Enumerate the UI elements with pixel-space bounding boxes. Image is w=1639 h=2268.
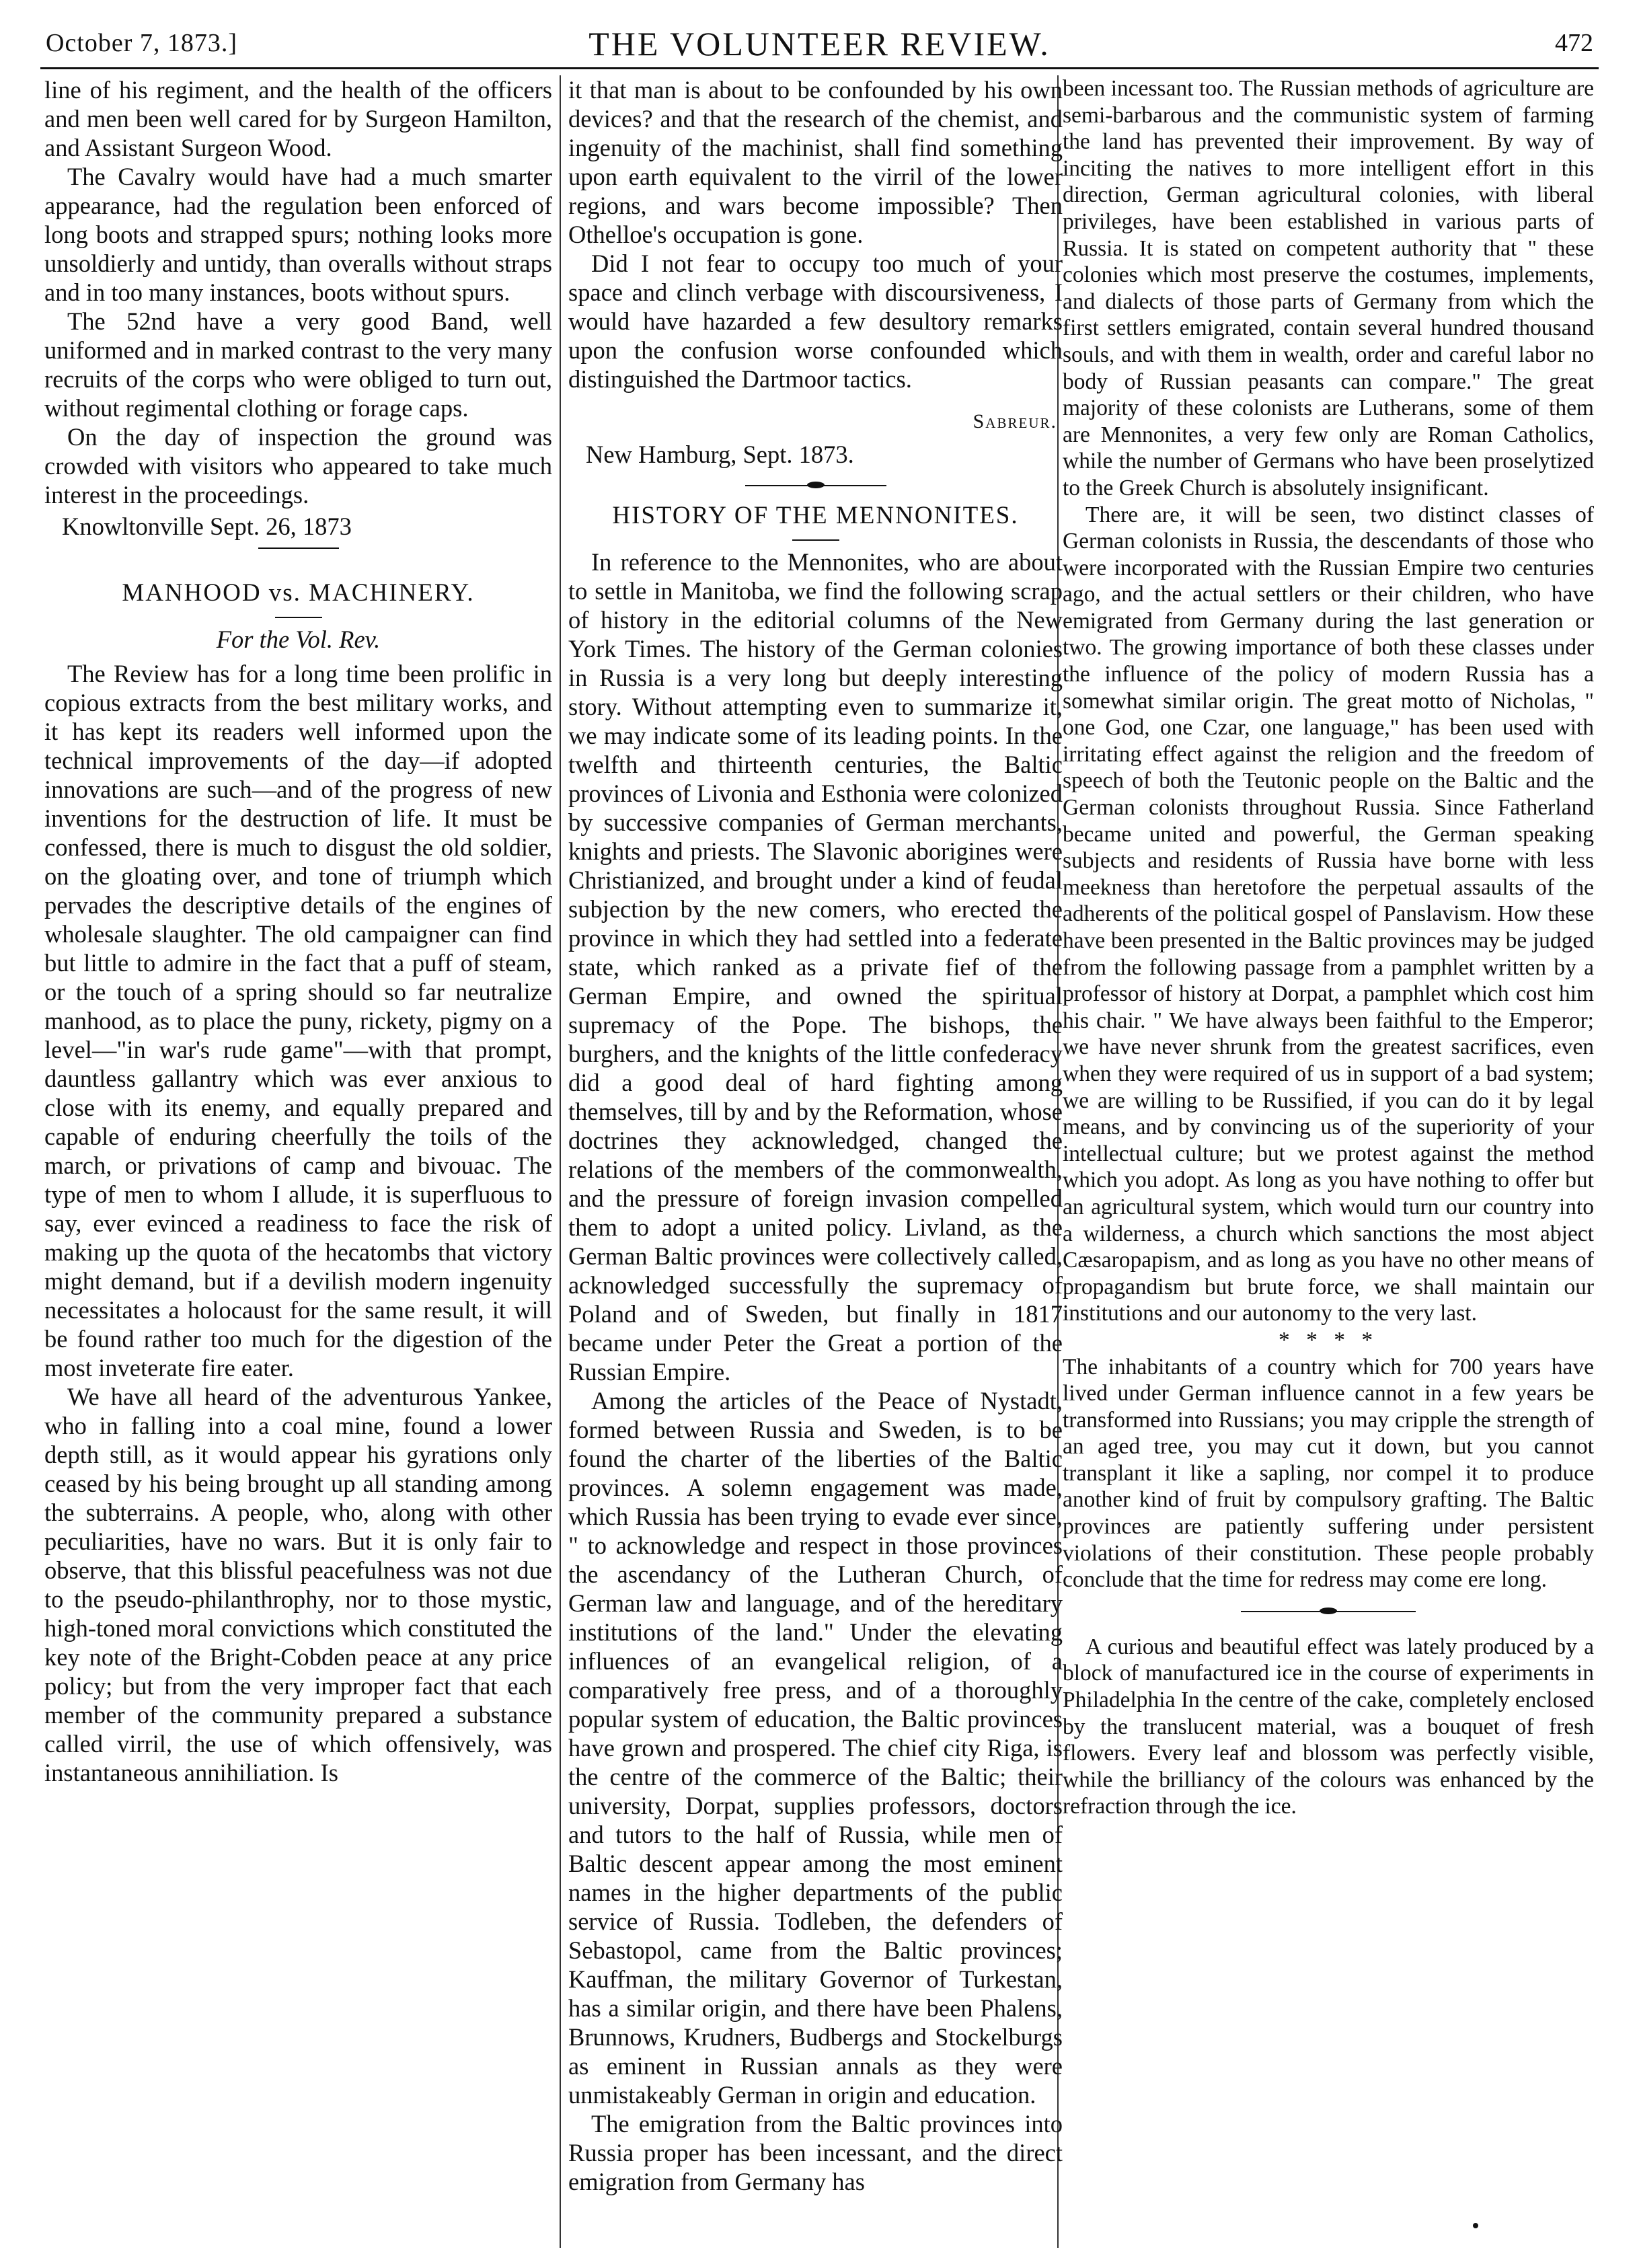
divider bbox=[792, 539, 839, 541]
paragraph: line of his regiment, and the health of the officers and men been well cared for by Surgeon Hamilton, and Assistant Surgeon Wood. bbox=[44, 76, 552, 161]
column-2 bbox=[568, 75, 1063, 2248]
paragraph: The emigration from the Baltic provinces into Russia proper has been incessant, and the direct emigration from Germany has bbox=[568, 2110, 1063, 2195]
paragraph: it that man is about to be confounded by his own devices? and that the research of the chemist, and ingenuity of the machinist, shall find something upon earth equivalent to the virril of the lower regions, and wars become impossible? Then Othelloe's occupation is gone. bbox=[568, 76, 1063, 248]
paragraph: We have all heard of the adventurous Yankee, who in falling into a coal mine, found a lower depth still, as it would appear his gyrations only ceased by his being brought up all standing among the subterrains. A people, who, along with other peculiarities, have no wars. But it is only fair to observe, that this blissful peacefulness was not due to the pseudo-philanthrophy, nor to those mystic, high-toned moral convictions which constituted the key note of the Bright-Cobden peace at any price policy; but from the very improper fact that each member of the community prepared a substance called virril, the use of which offensively, was instantaneous annihiliation. Is bbox=[44, 1383, 552, 1786]
paragraph: On the day of inspection the ground was crowded with visitors who appeared to take much interest in the proceedings. bbox=[44, 423, 552, 508]
paragraph: The Cavalry would have had a much smarter appearance, had the regulation been enforced of long boots and strapped spurs; nothing looks more unsoldierly and untidy, than overalls without straps and in too many instances, boots without spurs. bbox=[44, 163, 552, 306]
dateline: New Hamburg, Sept. 1873. bbox=[586, 441, 854, 468]
paragraph: The Review has for a long time been prolific in copious extracts from the best military works, and it has kept its readers well informed upon the technical improvements of the day—if adopted innovations are such—and of the progress of new inventions for the destruction of life. It must be confessed, there is much to disgust the old soldier, on the gloating over, and tone of triumph which pervades the descriptive details of the engines of wholesale slaughter. The old campaigner can find but little to admire in the fact that a puff of steam, or the touch of a spring should so far neutralize manhood, as to place the puny, rickety, pigmy on a level—"in war's rude game"—with that prompt, dauntless gallantry which was ever anxious to close with its enemy, and equally prepared and capable of enduring cheerfully the toils of the march, or privations of camp and bivouac. The type of men to whom I allude, it is superfluous to say, ever evinced a readiness to face the risk of making up the quota of the hecatombs that victory might demand, but if a devilish modern ingenuity necessitates a holocaust for the same result, it will be found rather too much for the digestion of the most inveterate fire eater. bbox=[44, 660, 552, 1382]
paragraph: The inhabitants of a country which for 700 years have lived under German influence cannot in a few years be transformed into Russians; you may cripple the strength of an aged tree, you may cut it down, but you cannot transplant it like a sapling, nor compel it to produce another kind of fruit by compulsory grafting. The Baltic provinces are patiently suffering under persistent violations of their constitution. These people probably conclude that the time for redress may come ere long. bbox=[1063, 1354, 1594, 1593]
paragraph: Did I not fear to occupy too much of your space and clinch verbage with discoursiveness, I would have hazarded a few desultory remarks upon the confusion worse confounded which distinguished the Dartmoor tactics. bbox=[568, 250, 1063, 393]
article-heading: MANHOOD vs. MACHINERY. bbox=[122, 579, 475, 607]
ornamental-divider bbox=[1241, 1611, 1416, 1614]
paragraph: Among the articles of the Peace of Nystadt, formed between Russia and Sweden, is to be found the charter of the liberties of the Baltic provinces. A solemn engagement was made, which Russia has been trying to evade ever since, " to acknowledge and respect in those provinces the ascendancy of the Lutheran Church, of German law and language, and of the hereditary institutions of the land." Under the elevating influences of an evangelical religion, of a comparatively free press, and of a thoroughly popular system of education, the Baltic provinces have grown and prospered. The chief city Riga, is the centre of the commerce of the Baltic; their university, Dorpat, supplies professors, doctors and tutors to the half of Russia, while men of Baltic descent appear among the most eminent names in the higher departments of the public service of Russia. Todleben, the defenders of Sebastopol, came from the Baltic provinces; Kauffman, the military Governor of Turkestan, has a similar origin, and there have been Phalens, Brunnows, Krudners, Budbergs and Stockelburgs as eminent in Russian annals as they were unmistakeably German in origin and education. bbox=[568, 1387, 1063, 2109]
running-head bbox=[40, 20, 1599, 69]
paragraph: There are, it will be seen, two distinct classes of German colonists in Russia, the descendants of those who were incorporated with the Russian Empire two centuries ago, and the actual settlers or their children, who have emigrated from Germany during the last generation or two. The growing importance of both these classes under the influence of the policy of modern Russia has a somewhat similar origin. The great motto of Nicholas, " one God, one Czar, one language," has been used with irritating effect against the religion and the freedom of speech of both the Teutonic people on the Baltic and the German colonists throughout Russia. Since Fatherland became united and powerful, the German speaking subjects and residents of Russia have borne with less meekness than heretofore the perpetual assaults of the adherents of the political gospel of Panslavism. How these have been presented in the Baltic provinces may be judged from the following passage from a pamphlet written by a professor of history at Dorpat, a pamphlet which cost him his chair. " We have always been faithful to the Emperor; we have never shrunk from the greatest sacrifices, even when they were required of us in support of a bad system; we are willing to be Russified, if you can do it by legal means, and by convincing us of the superiority of your intellectual culture; but we protest against the method which you adopt. As long as you have nothing to offer but an agricultural system, which would turn our country into a wilderness, a church which sanctions the most abject Cæsaropapism, and as long as you have no other means of propagandism but brute force, we shall maintain our institutions and our autonomy to the very last. bbox=[1063, 502, 1594, 1326]
page-number: 472 bbox=[1555, 29, 1593, 57]
divider bbox=[275, 617, 322, 618]
publication-title: THE VOLUNTEER REVIEW. bbox=[588, 25, 1051, 63]
issue-date: October 7, 1873.] bbox=[46, 29, 238, 57]
divider bbox=[258, 547, 339, 549]
column-1 bbox=[44, 75, 552, 2248]
article-subheading: For the Vol. Rev. bbox=[216, 626, 381, 653]
column-rule bbox=[560, 75, 561, 2248]
dateline: Knowltonville Sept. 26, 1873 bbox=[62, 513, 352, 540]
paragraph: been incessant too. The Russian methods of agriculture are semi-barbarous and the communistic system of farming the land has prevented their improvement. By way of inciting the natives to more intelligent effort in this direction, German agricultural colonies, with liberal privileges, have been established in various parts of Russia. It is stated on competent authority that " these colonies which most preserve the costumes, implements, and dialects of those parts of Germany from which the first settlers emigrated, contain several hundred thousand souls, and with them in wealth, order and careful labor no body of Russian peasants can compare." The great majority of these colonists are Lutherans, some of them are Mennonites, a very few only are Roman Catholics, while the number of Germans who have been proselytized to the Greek Church is absolutely insignificant. bbox=[1063, 76, 1594, 500]
article-heading: HISTORY OF THE MENNONITES. bbox=[612, 502, 1019, 529]
ellipsis-stars: * * * * bbox=[1278, 1327, 1379, 1353]
print-speck bbox=[1473, 2223, 1478, 2228]
paragraph: The 52nd have a very good Band, well uniformed and in marked contrast to the very many recruits of the corps who were obliged to turn out, without regimental clothing or forage caps. bbox=[44, 307, 552, 422]
paragraph: A curious and beautiful effect was lately produced by a block of manufactured ice in the course of experiments in Philadelphia In the centre of the cake, completely enclosed by the translucent material, was a bouquet of fresh flowers. Every leaf and blossom was perfectly visible, while the brilliancy of the colours was enhanced by the refraction through the ice. bbox=[1063, 1634, 1594, 1819]
paragraph: In reference to the Mennonites, who are about to settle in Manitoba, we find the following scrap of history in the editorial columns of the New York Times. The history of the German colonies in Russia is a very long but deeply interesting story. Without attempting even to summarize it, we may indicate some of its leading points. In the twelfth and thirteenth centuries, the Baltic provinces of Livonia and Esthonia were colonized by successive companies of German merchants, knights and priests. The Slavonic aborigines were Christianized, and brought under a kind of feudal subjection by the new comers, who erected the province in which they had settled into a federate state, which ranked as a private fief of the German Empire, and owned the spiritual supremacy of the Pope. The bishops, the burghers, and the knights of the little confederacy did a good deal of hard fighting among themselves, till by and by the Reformation, whose doctrines they acknowledged, changed the relations of the members of the commonwealth, and the pressure of foreign invasion compelled them to adopt a united policy. Livland, as the German Baltic provinces were collectively called, acknowledged successfully the supremacy of Poland and of Sweden, but finally in 1817 became under Peter the Great a portion of the Russian Empire. bbox=[568, 548, 1063, 1386]
column-3 bbox=[1063, 75, 1594, 2248]
author-signature: Sabreur. bbox=[973, 410, 1057, 432]
ornamental-divider bbox=[745, 485, 886, 488]
